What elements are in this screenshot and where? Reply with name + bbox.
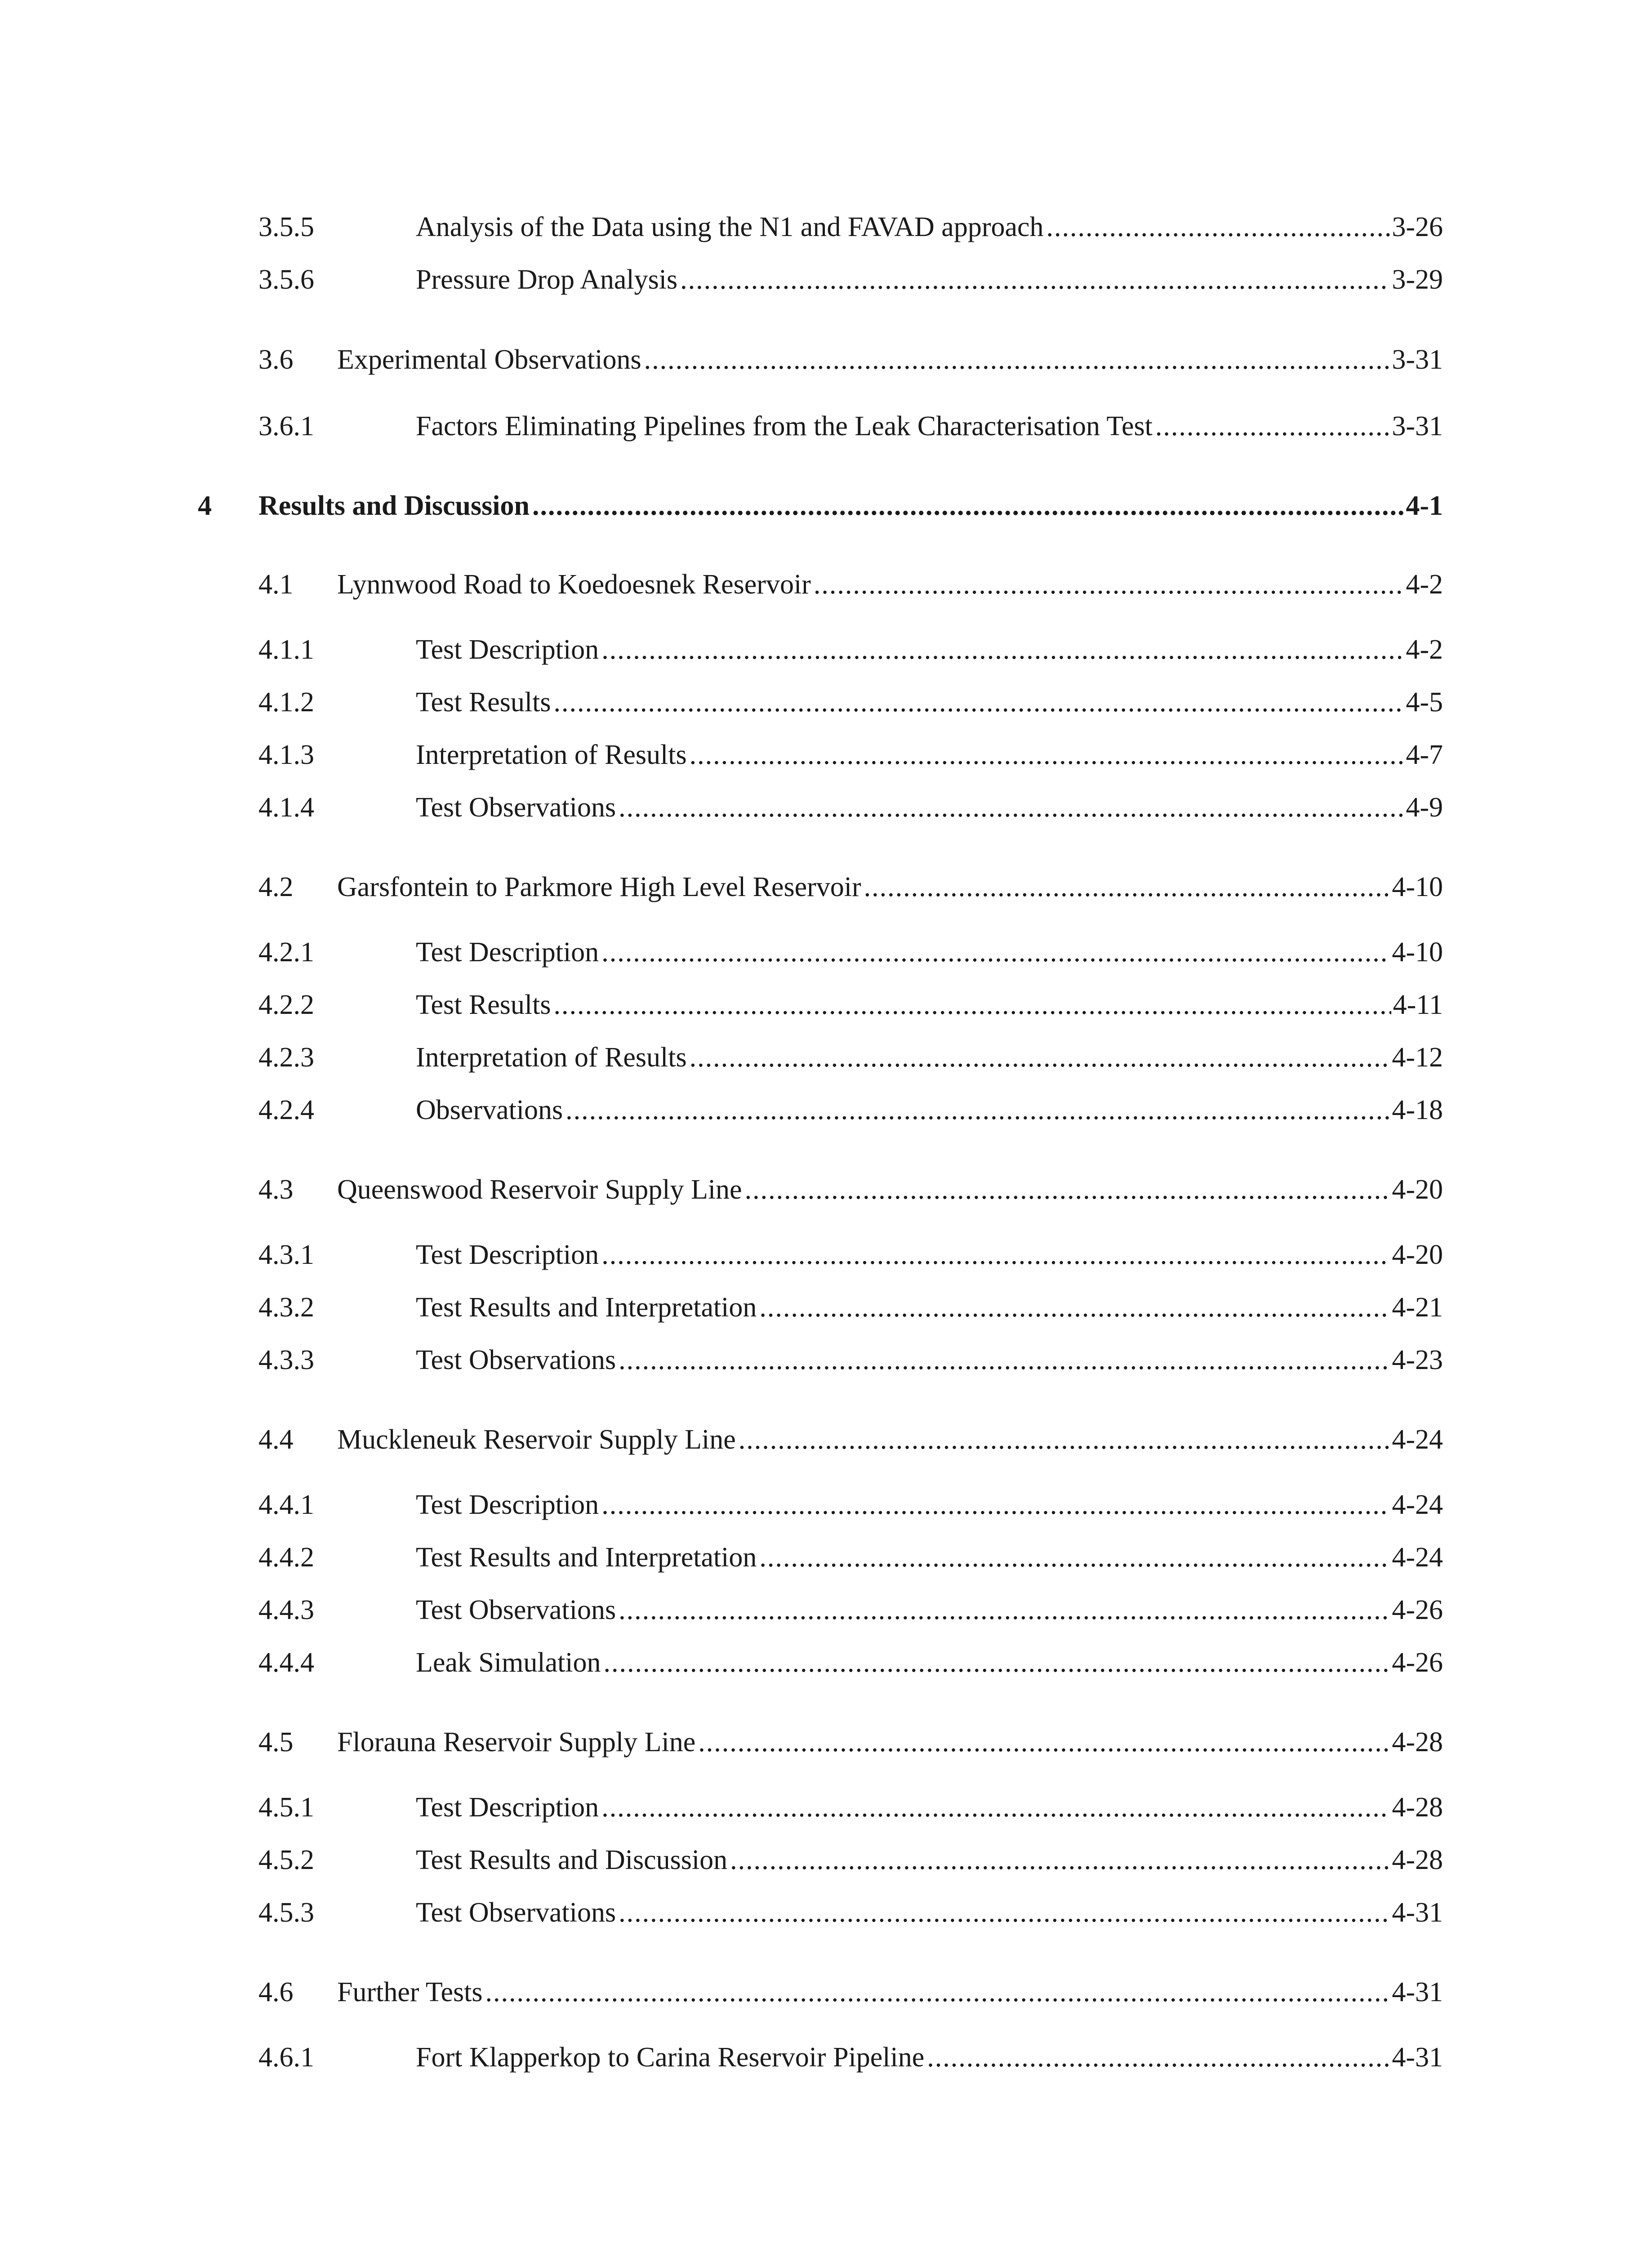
- toc-entry-title-line: [416, 1037, 1443, 1078]
- toc-entry-title-line: [416, 787, 1443, 828]
- dot-leader: [680, 259, 1390, 300]
- dot-leader: [1046, 207, 1390, 247]
- toc-entry-number: 4.2.3: [258, 1042, 314, 1073]
- dot-leader: [532, 486, 1404, 526]
- dot-leader: [759, 1537, 1390, 1578]
- toc-entry-title-line: [337, 1722, 1443, 1762]
- toc-entry-number: 4.6: [258, 1977, 294, 2007]
- toc-entry-page-number: 4-20: [1392, 1240, 1443, 1270]
- toc-entry-number: 4.2.4: [258, 1095, 314, 1125]
- toc-entry-title-line: [416, 207, 1443, 247]
- toc-entry-number: 4.3.3: [258, 1345, 314, 1375]
- toc-entry[interactable]: [0, 259, 1652, 300]
- toc-entry[interactable]: [0, 1722, 1652, 1762]
- dot-leader: [601, 1787, 1390, 1828]
- toc-entry-title: Test Observations: [416, 1595, 616, 1625]
- toc-entry-title: Results and Discussion: [258, 491, 530, 521]
- toc-entry-page-number: 4-26: [1392, 1595, 1443, 1625]
- dot-leader: [601, 629, 1404, 670]
- dot-leader: [864, 867, 1390, 907]
- toc-entry[interactable]: [0, 932, 1652, 972]
- toc-entry-title-line: [416, 1787, 1443, 1828]
- toc-entry-number: 4: [198, 491, 212, 521]
- toc-entry-page-number: 4-28: [1392, 1845, 1443, 1875]
- toc-entry-title: Test Results and Interpretation: [416, 1542, 757, 1573]
- toc-entry[interactable]: [0, 1642, 1652, 1683]
- dot-leader: [814, 564, 1404, 605]
- toc-entry-title: Florauna Reservoir Supply Line: [337, 1727, 696, 1757]
- dot-leader: [554, 985, 1391, 1025]
- toc-entry-number: 4.1: [258, 569, 294, 600]
- dot-leader: [644, 339, 1390, 380]
- toc-entry-page-number: 4-24: [1392, 1490, 1443, 1520]
- toc-entry[interactable]: [0, 1419, 1652, 1460]
- toc-entry-title-line: [416, 1485, 1443, 1525]
- toc-entry-page-number: 4-26: [1392, 1647, 1443, 1678]
- dot-leader: [745, 1169, 1390, 1210]
- toc-entry-page-number: 4-28: [1392, 1727, 1443, 1757]
- toc-entry-page-number: 3-29: [1392, 264, 1443, 295]
- toc-entry-title: Fort Klapperkop to Carina Reservoir Pipeline: [416, 2042, 925, 2073]
- toc-entry[interactable]: [0, 1485, 1652, 1525]
- toc-entry-title: Test Observations: [416, 1345, 616, 1375]
- toc-entry-title: Queenswood Reservoir Supply Line: [337, 1174, 742, 1205]
- toc-entry-page-number: 4-20: [1392, 1174, 1443, 1205]
- toc-entry-number: 4.1.3: [258, 740, 314, 770]
- toc-entry[interactable]: [0, 629, 1652, 670]
- toc-entry-title-line: [416, 735, 1443, 775]
- toc-entry-page-number: 4-12: [1392, 1042, 1443, 1073]
- toc-entry-number: 4.4.3: [258, 1595, 314, 1625]
- toc-entry-title-line: [416, 1287, 1443, 1328]
- toc-entry-number: 4.5.1: [258, 1792, 314, 1823]
- toc-entry[interactable]: [0, 1972, 1652, 2012]
- toc-entry-number: 4.3.2: [258, 1292, 314, 1323]
- toc-entry-title: Test Results and Interpretation: [416, 1292, 757, 1323]
- dot-leader: [566, 1090, 1390, 1130]
- toc-entry-title-line: [416, 1340, 1443, 1380]
- toc-entry[interactable]: [0, 1787, 1652, 1828]
- dot-leader: [730, 1840, 1390, 1880]
- toc-entry-title: Test Description: [416, 1240, 599, 1270]
- toc-entry-title-line: [337, 1972, 1443, 2012]
- toc-entry-title: Test Observations: [416, 792, 616, 823]
- toc-entry-title: Muckleneuk Reservoir Supply Line: [337, 1424, 736, 1455]
- toc-entry-title: Leak Simulation: [416, 1647, 601, 1678]
- toc-entry-page-number: 4-9: [1406, 792, 1443, 823]
- toc-entry-title-line: [337, 564, 1443, 605]
- toc-entry-page-number: 4-5: [1406, 687, 1443, 718]
- toc-entry-page-number: 3-26: [1392, 212, 1443, 242]
- dot-leader: [619, 787, 1404, 828]
- toc-entry-number: 4.4.2: [258, 1542, 314, 1573]
- toc-entry-title-line: [416, 1892, 1443, 1933]
- toc-entry-title-line: [416, 629, 1443, 670]
- toc-entry[interactable]: [0, 867, 1652, 907]
- toc-entry-number: 4.3.1: [258, 1240, 314, 1270]
- toc-entry-page-number: 4-31: [1392, 1977, 1443, 2007]
- toc-entry[interactable]: [0, 1537, 1652, 1578]
- toc-entry-title-line: [416, 1537, 1443, 1578]
- toc-entry-title-line: [416, 1590, 1443, 1630]
- toc-entry[interactable]: [0, 339, 1652, 380]
- dot-leader: [485, 1972, 1390, 2012]
- toc-entry-title: Lynnwood Road to Koedoesnek Reservoir: [337, 569, 811, 600]
- toc-entry-number: 4.5.3: [258, 1897, 314, 1928]
- dot-leader: [690, 1037, 1390, 1078]
- toc-entry-title-line: [416, 1840, 1443, 1880]
- toc-entry-number: 3.6.1: [258, 411, 314, 442]
- dot-leader: [927, 2037, 1390, 2078]
- toc-entry[interactable]: [0, 1090, 1652, 1130]
- toc-entry-number: 4.1.1: [258, 634, 314, 665]
- dot-leader: [601, 1235, 1390, 1275]
- toc-entry-number: 4.4.1: [258, 1490, 314, 1520]
- toc-entry-title: Test Description: [416, 1792, 599, 1823]
- toc-entry[interactable]: [0, 1037, 1652, 1078]
- toc-entry[interactable]: [0, 1287, 1652, 1328]
- dot-leader: [759, 1287, 1390, 1328]
- toc-entry-title: Test Description: [416, 634, 599, 665]
- toc-entry-number: 3.6: [258, 344, 294, 375]
- toc-entry-number: 4.1.2: [258, 687, 314, 718]
- toc-entry[interactable]: [0, 1235, 1652, 1275]
- toc-entry-page-number: 4-31: [1392, 2042, 1443, 2073]
- toc-entry-page-number: 3-31: [1392, 411, 1443, 442]
- dot-leader: [1155, 406, 1390, 446]
- toc-entry[interactable]: [0, 985, 1652, 1025]
- dot-leader: [601, 1485, 1390, 1525]
- toc-entry-page-number: 4-18: [1392, 1095, 1443, 1125]
- toc-entry-page-number: 4-2: [1406, 569, 1443, 600]
- dot-leader: [739, 1419, 1390, 1460]
- toc-entry-page-number: 4-1: [1406, 491, 1443, 521]
- dot-leader: [690, 735, 1404, 775]
- toc-entry-number: 4.2.1: [258, 937, 314, 968]
- toc-entry[interactable]: [0, 207, 1652, 247]
- toc-entry-title: Test Observations: [416, 1897, 616, 1928]
- toc-entry-title: Test Results: [416, 687, 551, 718]
- toc-entry-page-number: 4-10: [1392, 937, 1443, 968]
- toc-entry-number: 3.5.5: [258, 212, 314, 242]
- toc-entry[interactable]: [0, 1892, 1652, 1933]
- toc-entry[interactable]: [0, 2037, 1652, 2078]
- toc-entry-title-line: [416, 682, 1443, 723]
- toc-entry-title-line: [337, 339, 1443, 380]
- toc-entry-title-line: [337, 1419, 1443, 1460]
- toc-entry-page-number: 4-23: [1392, 1345, 1443, 1375]
- toc-entry[interactable]: [0, 1340, 1652, 1380]
- toc-entry-title: Test Description: [416, 1490, 599, 1520]
- toc-entry-title-line: [337, 867, 1443, 907]
- toc-entry[interactable]: [0, 486, 1652, 526]
- dot-leader: [698, 1722, 1390, 1762]
- toc-entry-title: Analysis of the Data using the N1 and FAVAD approach: [416, 212, 1044, 242]
- toc-entry-number: 4.5.2: [258, 1845, 314, 1875]
- toc-entry-title-line: [416, 985, 1443, 1025]
- toc-entry-title: Interpretation of Results: [416, 740, 687, 770]
- toc-entry[interactable]: [0, 735, 1652, 775]
- dot-leader: [619, 1590, 1390, 1630]
- toc-entry-page-number: 4-31: [1392, 1897, 1443, 1928]
- toc-entry[interactable]: [0, 682, 1652, 723]
- toc-entry[interactable]: [0, 1590, 1652, 1630]
- toc-entry-title: Garsfontein to Parkmore High Level Reservoir: [337, 872, 861, 902]
- toc-entry-number: 4.2: [258, 872, 294, 902]
- toc-entry-number: 3.5.6: [258, 264, 314, 295]
- toc-entry[interactable]: [0, 787, 1652, 828]
- toc-entry-page-number: 4-2: [1406, 634, 1443, 665]
- toc-entry-page-number: 4-28: [1392, 1792, 1443, 1823]
- toc-entry-number: 4.3: [258, 1174, 294, 1205]
- dot-leader: [619, 1340, 1390, 1380]
- toc-entry-title-line: [416, 932, 1443, 972]
- toc-entry-page-number: 4-24: [1392, 1424, 1443, 1455]
- toc-entry-page-number: 4-24: [1392, 1542, 1443, 1573]
- toc-entry-page-number: 4-10: [1392, 872, 1443, 902]
- dot-leader: [619, 1892, 1390, 1933]
- toc-entry-number: 4.4.4: [258, 1647, 314, 1678]
- toc-entry-title: Experimental Observations: [337, 344, 641, 375]
- toc-entry-title-line: [416, 1642, 1443, 1683]
- toc-entry[interactable]: [0, 1840, 1652, 1880]
- dot-leader: [604, 1642, 1390, 1683]
- toc-entry-page-number: 4-7: [1406, 740, 1443, 770]
- toc-entry-title: Observations: [416, 1095, 563, 1125]
- toc-entry-number: 4.1.4: [258, 792, 314, 823]
- dot-leader: [601, 932, 1390, 972]
- toc-entry-page-number: 4-11: [1393, 990, 1443, 1020]
- toc-entry-title: Pressure Drop Analysis: [416, 264, 678, 295]
- toc-entry[interactable]: [0, 564, 1652, 605]
- toc-entry-title: Interpretation of Results: [416, 1042, 687, 1073]
- toc-entry-title-line: [258, 486, 1443, 526]
- toc-entry-title-line: [337, 1169, 1443, 1210]
- toc-entry-number: 4.4: [258, 1424, 294, 1455]
- toc-entry-title-line: [416, 406, 1443, 446]
- toc-entry[interactable]: [0, 406, 1652, 446]
- toc-entry-title: Test Results and Discussion: [416, 1845, 728, 1875]
- toc-entry-title-line: [416, 2037, 1443, 2078]
- toc-entry-number: 4.6.1: [258, 2042, 314, 2073]
- toc-entry-title: Factors Eliminating Pipelines from the Leak Characterisation Test: [416, 411, 1153, 442]
- toc-entry-number: 4.2.2: [258, 990, 314, 1020]
- toc-entry-number: 4.5: [258, 1727, 294, 1757]
- toc-entry-title-line: [416, 1090, 1443, 1130]
- toc-entry-title-line: [416, 259, 1443, 300]
- toc-entry-title: Test Description: [416, 937, 599, 968]
- toc-entry-title-line: [416, 1235, 1443, 1275]
- dot-leader: [554, 682, 1404, 723]
- toc-entry-title: Further Tests: [337, 1977, 483, 2007]
- toc-entry[interactable]: [0, 1169, 1652, 1210]
- toc-entry-page-number: 4-21: [1392, 1292, 1443, 1323]
- toc-entry-title: Test Results: [416, 990, 551, 1020]
- toc-entry-page-number: 3-31: [1392, 344, 1443, 375]
